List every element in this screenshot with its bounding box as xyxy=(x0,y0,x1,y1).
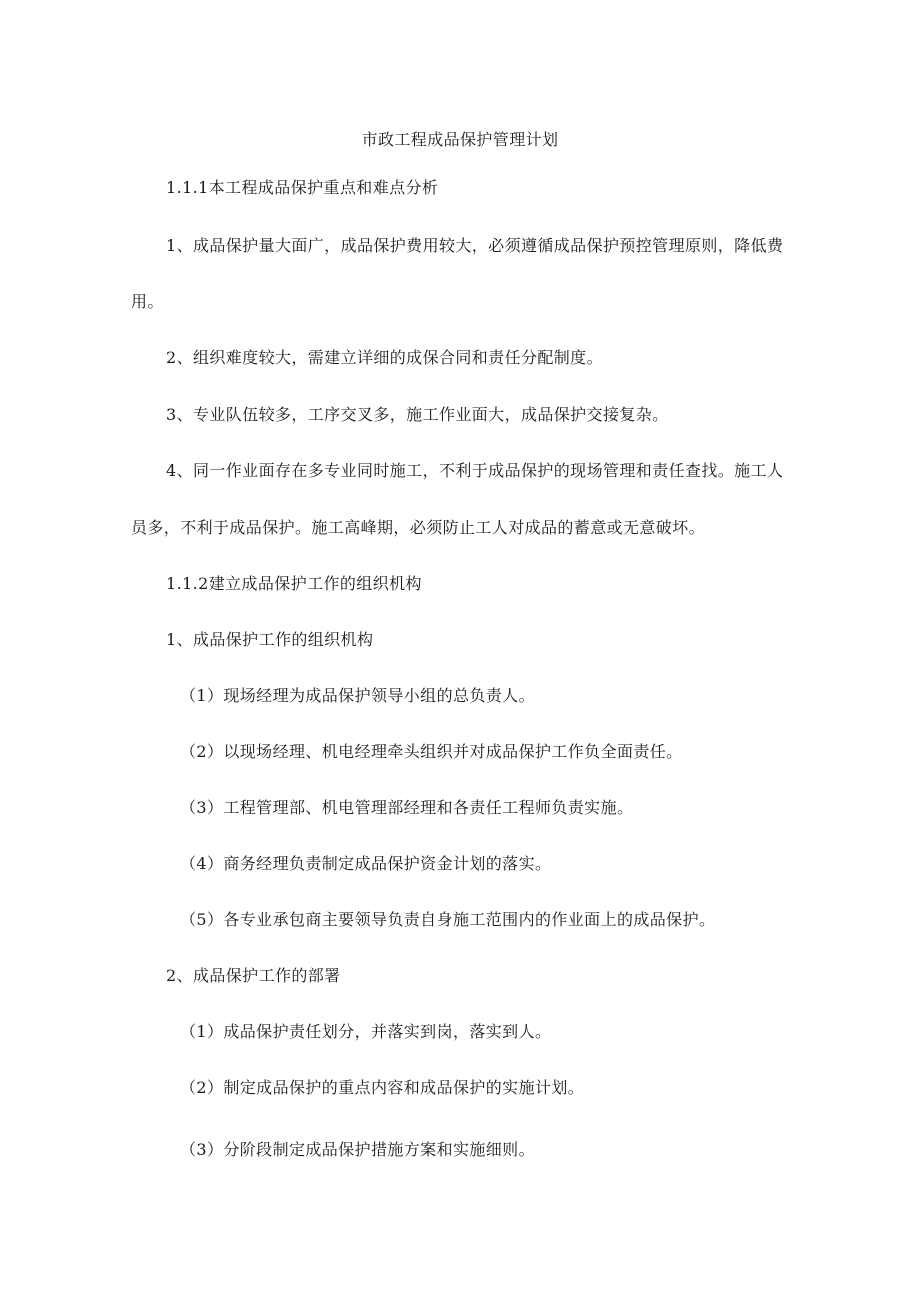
section-heading-1-1-2: 1.1.2建立成品保护工作的组织机构 xyxy=(166,574,422,593)
list-item: （5）各专业承包商主要领导负责自身施工范围内的作业面上的成品保护。 xyxy=(180,910,716,929)
paragraph-item-3: 3、专业队伍较多，工序交叉多，施工作业面大，成品保护交接复杂。 xyxy=(166,405,669,424)
paragraph-item-1-line-2: 用。 xyxy=(131,292,164,311)
document-title: 市政工程成品保护管理计划 xyxy=(361,130,559,149)
paragraph-item-2: 2、组织难度较大，需建立详细的成保合同和责任分配制度。 xyxy=(166,348,603,367)
subsection-heading-deployment: 2、成品保护工作的部署 xyxy=(166,966,341,985)
subsection-heading-organization: 1、成品保护工作的组织机构 xyxy=(166,630,374,649)
list-item: （1）成品保护责任划分，并落实到岗，落实到人。 xyxy=(180,1022,552,1041)
paragraph-item-1-line-1: 1、成品保护量大面广，成品保护费用较大，必须遵循成品保护预控管理原则，降低费 xyxy=(166,236,784,255)
list-item: （3）分阶段制定成品保护措施方案和实施细则。 xyxy=(180,1140,535,1159)
list-item: （4）商务经理负责制定成品保护资金计划的落实。 xyxy=(180,854,552,873)
list-item: （1）现场经理为成品保护领导小组的总负责人。 xyxy=(180,686,535,705)
section-heading-1-1-1: 1.1.1本工程成品保护重点和难点分析 xyxy=(166,178,439,197)
list-item: （2）以现场经理、机电经理牵头组织并对成品保护工作负全面责任。 xyxy=(180,742,683,761)
paragraph-item-4-line-1: 4、同一作业面存在多专业同时施工，不利于成品保护的现场管理和责任查找。施工人 xyxy=(166,461,784,480)
paragraph-item-4-line-2: 员多，不利于成品保护。施工高峰期，必须防止工人对成品的蓄意或无意破坏。 xyxy=(131,518,706,537)
list-item: （2）制定成品保护的重点内容和成品保护的实施计划。 xyxy=(180,1078,585,1097)
list-item: （3）工程管理部、机电管理部经理和各责任工程师负责实施。 xyxy=(180,798,634,817)
